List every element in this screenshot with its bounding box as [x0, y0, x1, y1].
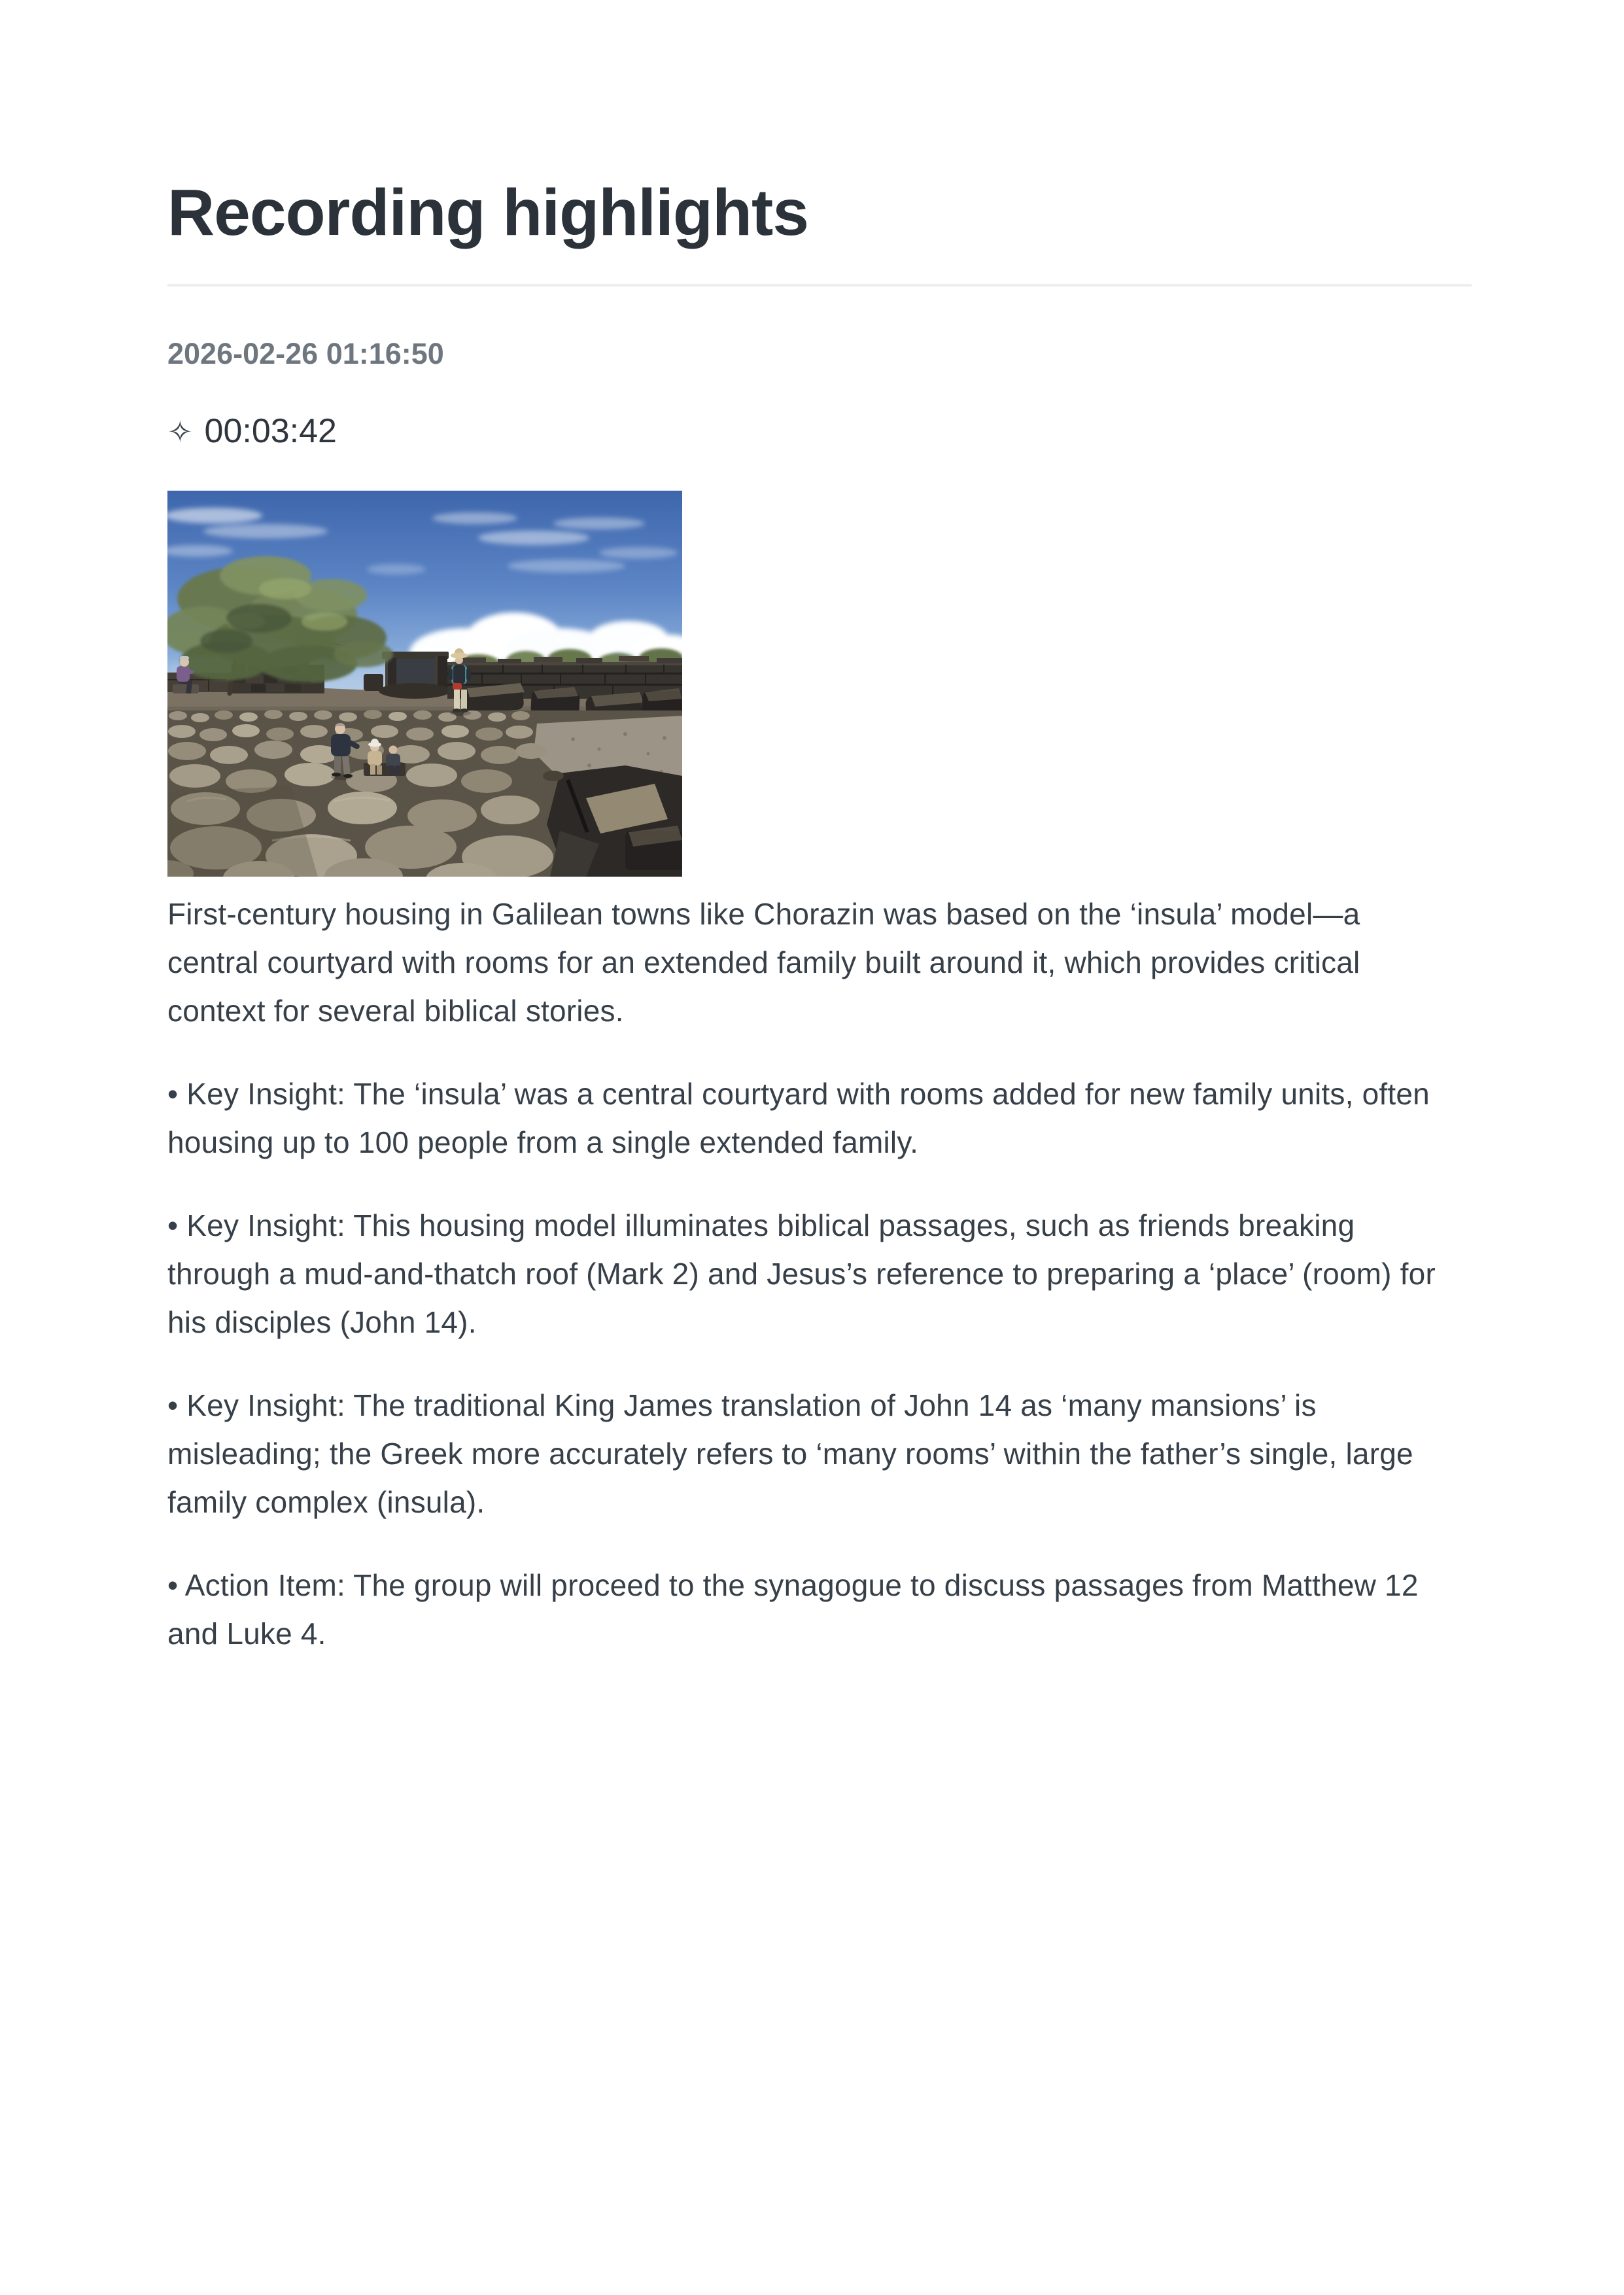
key-insight-item-2: • Key Insight: This housing model illuminates biblical passages, such as friends breaking through a mud-and-thatch roof (Mark 2) and Jesus’s reference to preparing a ‘place’ (room) for his disciples (John 14).	[167, 1208, 1436, 1339]
key-insight-item-3: • Key Insight: The traditional King James translation of John 14 as ‘many mansions’ is misleading; the Greek more accurately refers to ‘many rooms’ within the father’s single, large family complex (insula).	[167, 1388, 1413, 1519]
summary-paragraph: First-century housing in Galilean towns like Chorazin was based on the ‘insula’ model—a central courtyard with rooms for an extended family built around it, which provides critical context for several biblical stories.	[167, 897, 1360, 1028]
site-photo-illustration	[167, 491, 682, 877]
duration-timestamp: 00:03:42	[204, 412, 337, 450]
action-item: • Action Item: The group will proceed to the synagogue to discuss passages from Matthew 12 and Luke 4.	[167, 1568, 1419, 1651]
recording-datetime: 2026-02-26 01:16:50	[167, 337, 444, 370]
site-photo	[167, 491, 682, 877]
duration-row	[167, 409, 1472, 453]
sparkle-icon: ✧	[167, 415, 193, 449]
page-title: Recording highlights	[167, 176, 808, 249]
key-insight-item-1: • Key Insight: The ‘insula’ was a central courtyard with rooms added for new family units, often housing up to 100 people from a single extended family.	[167, 1077, 1430, 1159]
title-divider	[167, 284, 1472, 287]
